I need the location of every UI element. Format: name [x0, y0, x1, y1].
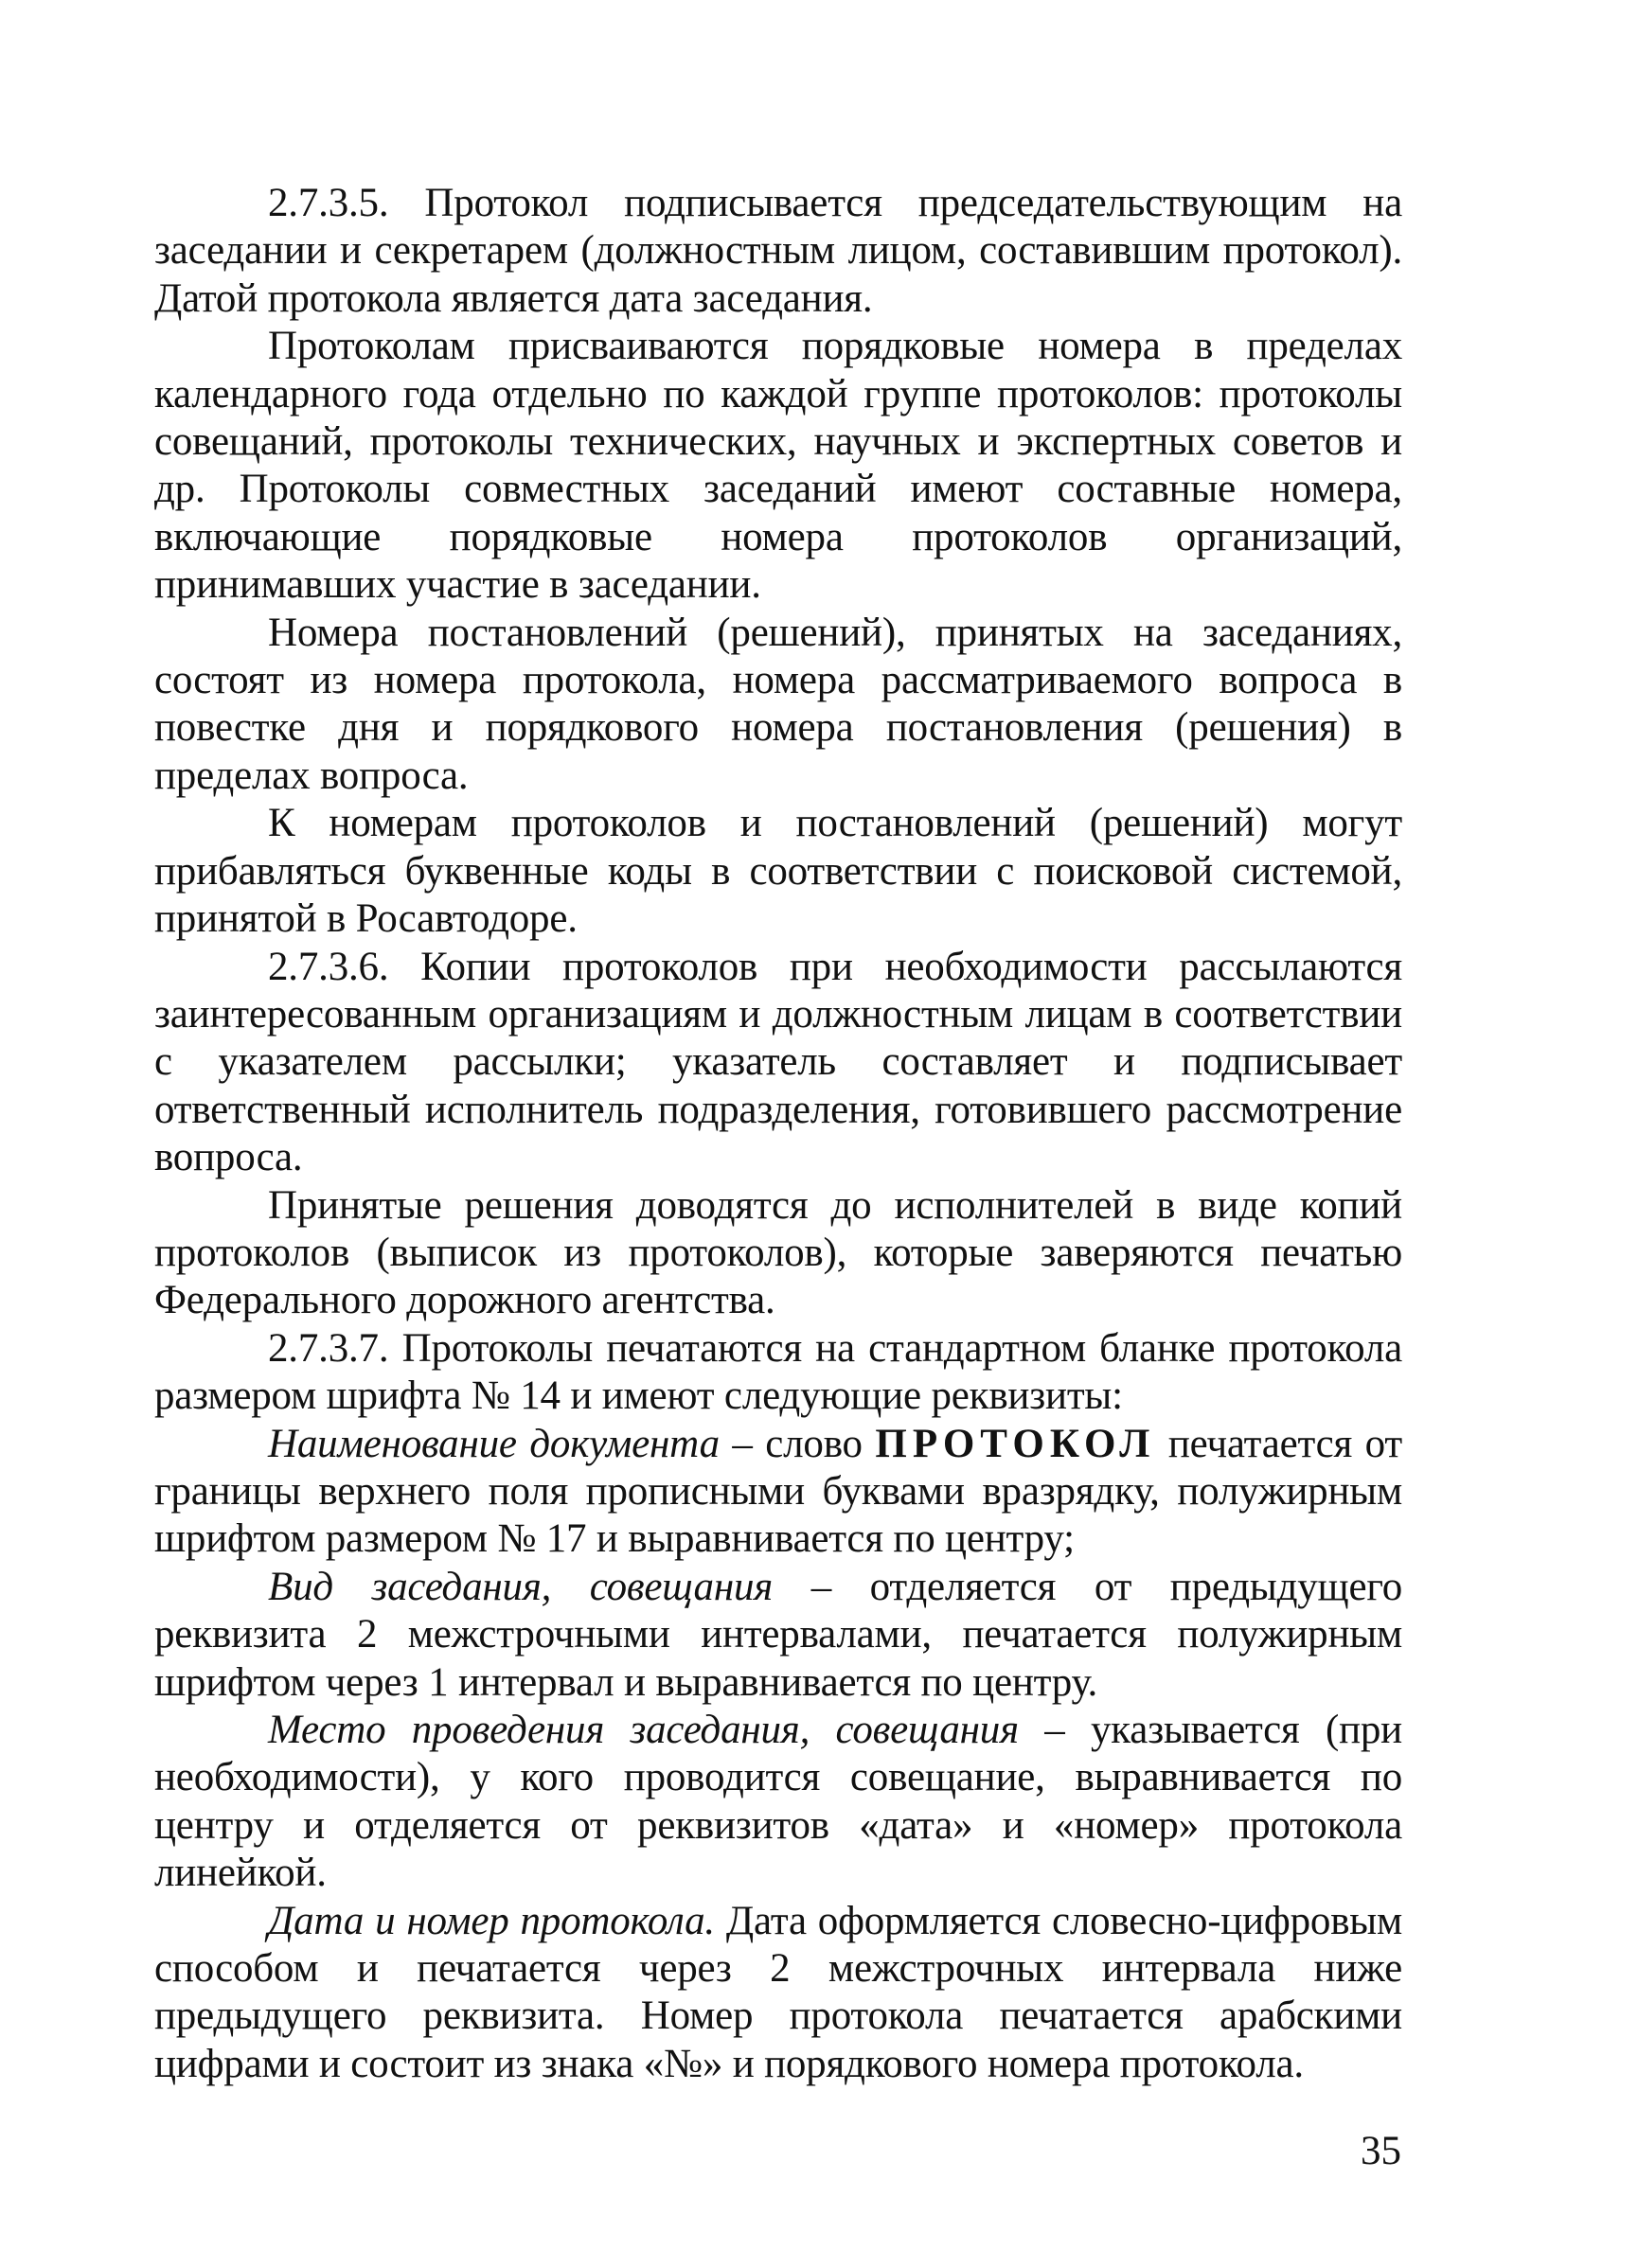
- paragraph-date-number: [154, 1898, 1402, 2089]
- paragraph-numbering: [154, 323, 1402, 609]
- paragraph-text: Протоколам присваиваются порядковые номера в пределах календарного года отдельно по каждой группе протоколов: протоколы совещаний, протоколы технических, научных и экспертных советов и др. Протоколы совместных заседаний имеют составные номера, включающие порядковые номера протоколов организаций, принимавших участие в заседании.: [154, 324, 1402, 608]
- paragraph-resolution-numbers: [154, 610, 1402, 801]
- paragraph-meeting-type: [154, 1564, 1402, 1707]
- protocol-word: ПРОТОКОЛ: [875, 1421, 1156, 1466]
- paragraph-text: 2.7.3.6. Копии протоколов при необходимости рассылаются заинтересованным организациям и должностным лицам в соответствии с указателем рассылки; указатель составляет и подписывает ответственный исполнитель подразделения, готовившего рассмотрение вопроса.: [154, 944, 1402, 1180]
- paragraph-2-7-3-7: [154, 1325, 1402, 1421]
- requisite-term: Вид заседания, совещания: [268, 1564, 774, 1609]
- paragraph-decisions: [154, 1182, 1402, 1325]
- paragraph-text: Номера постановлений (решений), принятых на заседаниях, состоят из номера протокола, номера рассматриваемого вопроса в повестке дня и порядкового номера постановления (решения) в пределах вопроса.: [154, 610, 1402, 798]
- paragraph-text: 2.7.3.7. Протоколы печатаются на стандартном бланке протокола размером шрифта № 14 и имеют следующие реквизиты:: [154, 1325, 1402, 1419]
- page-number: 35: [1361, 2129, 1401, 2173]
- paragraph-text: Дата оформляется словесно-цифровым способом и печатается через 2 межстрочных интервала ниже предыдущего реквизита. Номер протокола печатается арабскими цифрами и состоит из знака «№» и порядкового номера протокола.: [154, 1898, 1403, 2086]
- paragraph-text: – указывается (при необходимости), у кого проводится совещание, выравнивается по центру и отделяется от реквизитов «дата» и «номер» протокола линейкой.: [154, 1708, 1402, 1896]
- body-text: [154, 180, 1402, 2088]
- paragraph-text: печатается от границы верхнего поля прописными буквами вразрядку, полужирным шрифтом размером № 17 и выравнивается по центру;: [154, 1421, 1403, 1562]
- paragraph-meeting-place: [154, 1707, 1402, 1898]
- paragraph-text: К номерам протоколов и постановлений (решений) могут прибавляться буквенные коды в соответствии с поисковой системой, принятой в Росавтодоре.: [154, 801, 1402, 942]
- paragraph-text: 2.7.3.5. Протокол подписывается председательствующим на заседании и секретарем (должностным лицом, составившим протокол). Датой протокола является дата заседания.: [154, 181, 1402, 321]
- paragraph-2-7-3-5: [154, 180, 1402, 323]
- paragraph-text: – отделяется от предыдущего реквизита 2 межстрочными интервалами, печатается полужирным шрифтом через 1 интервал и выравнивается по центру.: [154, 1564, 1403, 1705]
- paragraph-document-name: [154, 1421, 1402, 1564]
- requisite-term: Место проведения заседания, совещания: [268, 1708, 1019, 1752]
- requisite-term: Наименование документа: [268, 1421, 720, 1466]
- paragraph-letter-codes: [154, 800, 1402, 943]
- paragraph-text: – слово: [719, 1421, 876, 1466]
- paragraph-text: Принятые решения доводятся до исполнителей в виде копий протоколов (выписок из протоколов), которые заверяются печатью Федерального дорожного агентства.: [154, 1182, 1402, 1323]
- requisite-term: Дата и номер протокола.: [268, 1898, 715, 1943]
- paragraph-2-7-3-6: [154, 944, 1402, 1182]
